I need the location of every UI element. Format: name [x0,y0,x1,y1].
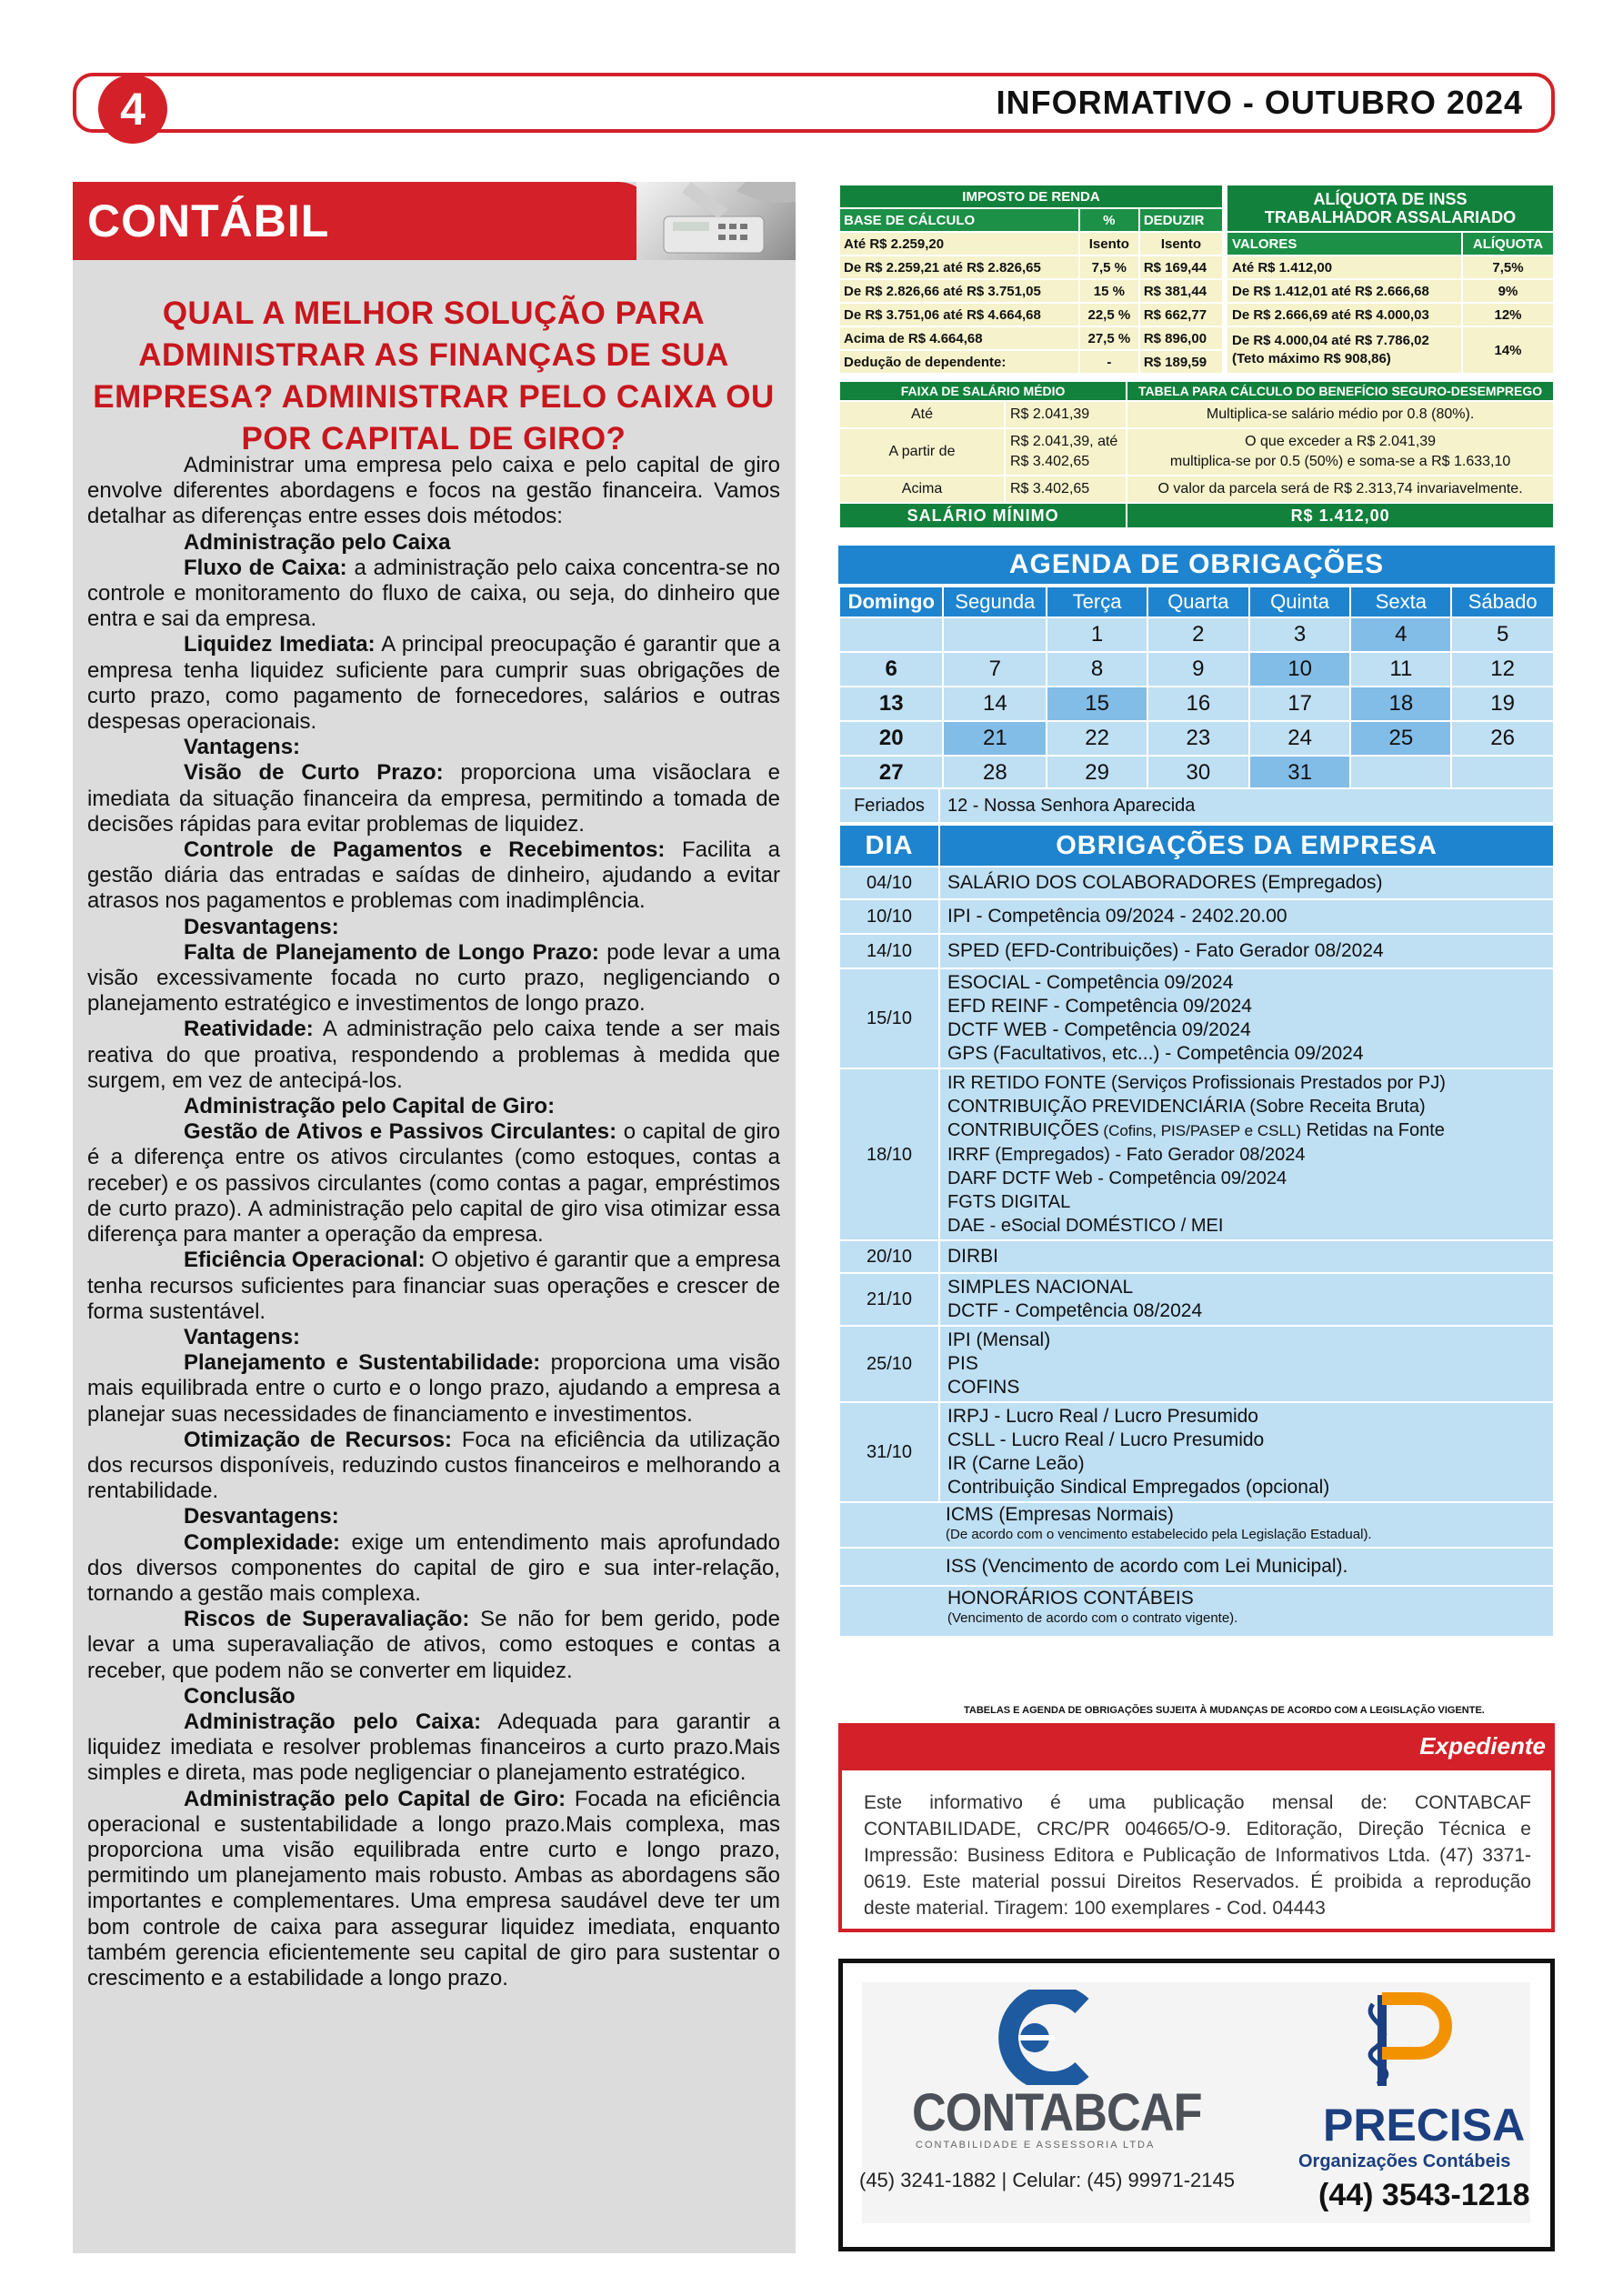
article-intro: Administrar uma empresa pelo caixa e pelo capital de giro envolve diferentes abordagens e focos na gestão financeira. Vamos detalhar as diferenças entre esses dois métodos: [87,453,780,529]
calendar-day: 24 [1249,721,1351,756]
table-row: 31/10 IRPJ - Lucro Real / Lucro Presumido CSLL - Lucro Real / Lucro Presumido IR (Carne Leão) Contribuição Sindical Empregados (opcional) [839,1402,1554,1502]
section-title: CONTÁBIL [87,196,330,246]
precisa-phone: (44) 3543-1218 [1318,2178,1530,2212]
column-header: DEDUZIR [1139,208,1223,232]
paragraph: Complexidade: exige um entendimento mais aprofundado dos diversos componentes do capital de giro e sua inter-relação, tornando a gestão mais complexa. [87,1529,780,1606]
weekday-header: Segunda [943,587,1047,617]
inss-table [1226,184,1555,375]
calendar-day: 6 [839,652,943,687]
term: Complexidade: [184,1529,341,1555]
table-row: 18/10 IR RETIDO FONTE (Serviços Profissionais Prestados por PJ) CONTRIBUIÇÃO PREVIDENCIÁRIA (Sobre Receita Bruta) CONTRIBUIÇÕES (Cofins, PIS/PASEP e CSLL) Retidas na Fonte IRRF (Empregados) - Fato Gerador 08/2024 DARF DCTF Web - Competência 09/2024 FGTS DIGITAL DAE - eSocial DOMÉSTICO / MEI [839,1068,1554,1240]
calendar-week [839,756,1554,790]
holidays-row [838,787,1555,824]
weekday-header: Quarta [1147,587,1249,617]
contabcaf-tagline: CONTABILIDADE E ASSESSORIA LTDA [916,2140,1156,2151]
term: Planejamento e Sustentabilidade: [184,1350,541,1376]
calendar-day: 8 [1047,652,1147,687]
table-row: 25/10 IPI (Mensal) PIS COFINS [839,1326,1554,1402]
calendar-week [839,652,1554,687]
calendar-day: 7 [943,652,1047,687]
table-row: De R$ 3.751,06 até R$ 4.664,68 22,5 % R$ 662,77 [839,303,1223,326]
paragraph: Otimização de Recursos: Foca na eficiência da utilização dos recursos disponíveis, reduzindo custos financeiros e melhorando a rentabilidade. [87,1427,780,1504]
column-header: OBRIGAÇÕES DA EMPRESA [939,825,1554,867]
table-row: Até R$ 1.412,00 7,5% [1227,256,1554,279]
table-row: ISS (Vencimento de acordo com Lei Municipal). [839,1548,1554,1586]
calendar-day: 1 [1047,617,1147,652]
table-row: De R$ 4.000,04 até R$ 7.786,02 (Teto máximo R$ 908,86) 14% [1227,326,1554,374]
table-row: 10/10 IPI - Competência 09/2024 - 2402.20.00 [839,899,1554,934]
contabcaf-phone: (45) 3241-1882 | Celular: (45) 99971-2145 [859,2169,1235,2191]
table-row: De R$ 1.412,01 até R$ 2.666,68 9% [1227,279,1554,303]
weekday-header: Sexta [1350,587,1451,617]
weekday-header: Quinta [1249,587,1351,617]
table-row: Até R$ 2.259,20 Isento Isento [839,232,1223,256]
subheading: Vantagens: [184,1324,301,1349]
table-row: 21/10 SIMPLES NACIONAL DCTF - Competência 08/2024 [839,1273,1554,1326]
calendar-day [839,617,943,652]
calculator-icon [636,182,796,260]
weekday-header: Terça [1047,587,1147,617]
term: Gestão de Ativos e Passivos Circulantes: [184,1119,617,1145]
table-row: HONORÁRIOS CONTÁBEIS (Vencimento de acordo com o contrato vigente). [839,1586,1554,1637]
paragraph: Gestão de Ativos e Passivos Circulantes: o capital de giro é a diferença entre os ativos circulantes (como estoques, contas a receber) e os passivos circulantes (como contas a pagar, empréstimos de curto prazo). A administração pelo capital de giro visa otimizar essa diferença para manter a operação da empresa. [87,1119,781,1248]
table-row: 04/10 SALÁRIO DOS COLABORADORES (Empregados) [839,867,1554,899]
obligations-table [838,824,1555,1638]
contabcaf-logo-text: CONTABCAF [912,2083,1202,2142]
calendar-day: 10 [1249,652,1351,687]
minimum-wage-value: R$ 1.412,00 [1127,503,1554,528]
term: Reatividade: [184,1017,314,1042]
term: Administração pelo Capital de Giro: [184,1786,566,1811]
holidays-label: Feriados [839,788,939,823]
paragraph: Riscos de Superavaliação: Se não for bem gerido, pode levar a uma superavaliação de ativos, como estoques e contas a receber, que podem não se converter em liquidez. [87,1607,781,1683]
column-header: ALÍQUOTA [1462,232,1554,256]
calendar-day: 4 [1350,617,1451,652]
paragraph: Liquidez Imediata: A principal preocupação é garantir que a empresa tenha liquidez suficiente para cumprir suas obrigações de curto prazo, como pagamento de fornecedores, salários e outras despesas operacionais. [87,632,780,735]
subheading: Desvantagens: [184,1504,339,1529]
precisa-tagline: Organizações Contábeis [1298,2151,1511,2171]
calendar-day: 14 [943,687,1047,721]
term: Fluxo de Caixa: [184,555,347,580]
article-body [87,453,780,1991]
paragraph: Administração pelo Caixa: Adequada para garantir a liquidez imediata e resolver problemas financeiros a curto prazo.Mais simples e direta, mas pode negligenciar o planejamento estratégico. [87,1709,781,1786]
term: Liquidez Imediata: [184,632,376,657]
expediente-title: Expediente [1419,1732,1546,1760]
weekday-header: Domingo [839,587,943,617]
agenda-title: AGENDA DE OBRIGAÇÕES [838,546,1555,584]
calendar [838,586,1555,791]
calendar-day: 3 [1249,617,1351,652]
calendar-day: 5 [1451,617,1554,652]
column-header: TABELA PARA CÁLCULO DO BENEFÍCIO SEGURO-DESEMPREGO [1127,381,1554,401]
calendar-day: 29 [1047,756,1147,790]
paragraph: Controle de Pagamentos e Recebimentos: Facilita a gestão diária das entradas e saídas de dinheiro, ajudando a evitar atrasos nos pagamentos e problemas com inadimplência. [87,837,780,914]
calendar-day: 11 [1350,652,1451,687]
article-headline: QUAL A MELHOR SOLUÇÃO PARA ADMINISTRAR AS FINANÇAS DE SUA EMPRESA? ADMINISTRAR PELO CAIXA OU POR CAPITAL DE GIRO? [93,296,775,456]
calendar-day: 25 [1350,721,1451,756]
calculator-photo [636,182,796,260]
calendar-day: 19 [1451,687,1554,721]
table-row: Dedução de dependente: - R$ 189,59 [839,350,1223,374]
contabcaf-logo-icon [982,1990,1100,2085]
precisa-logo-icon [1355,1986,1464,2095]
calendar-day [1350,756,1451,790]
table-row: De R$ 2.826,66 até R$ 3.751,05 15 % R$ 381,44 [839,279,1223,303]
calendar-day [1451,756,1554,790]
table-row: A partir de R$ 2.041,39, até R$ 3.402,65 O que exceder a R$ 2.041,39 multiplica-se por 0.5 (50%) e soma-se a R$ 1.633,10 [839,428,1554,476]
subheading: Vantagens: [184,735,301,760]
term: Otimização de Recursos: [184,1427,453,1452]
table-row: Acima R$ 3.402,65 O valor da parcela será de R$ 2.313,74 invariavelmente. [839,476,1554,503]
paragraph: Falta de Planejamento de Longo Prazo: pode levar a uma visão excessivamente focada no curto prazo, negligenciando o planejamento estratégico e investimentos de longo prazo. [87,939,780,1017]
term: Visão de Curto Prazo: [184,760,444,786]
expediente-text: Este informativo é uma publicação mensal de: CONTABCAF CONTABILIDADE, CRC/PR 004665/O-9. Editoração, Direção Técnica e Impressão: Business Editora e Publicação de Informativos Ltda. (47) 3371-0619. Este material possui Direitos Reservados. É proibida a reprodução deste material. Tiragem: 100 exemplares - Cod. 04443 [864,1792,1531,1919]
term: Controle de Pagamentos e Recebimentos: [184,837,666,863]
weekday-header: Sábado [1451,587,1554,617]
calendar-day: 18 [1350,687,1451,721]
calendar-day: 21 [943,721,1047,756]
calendar-day: 22 [1047,721,1147,756]
subheading: Desvantagens: [184,914,339,939]
paragraph: Visão de Curto Prazo: proporciona uma visãoclara e imediata da situação financeira da empresa, permitindo a tomada de decisões rápidas para evitar problemas de liquidez. [87,760,780,837]
calendar-day: 30 [1147,756,1249,790]
subheading-giro: Administração pelo Capital de Giro: [184,1094,556,1119]
paragraph: Administração pelo Capital de Giro: Focada na eficiência operacional e sustentabilidade a longo prazo.Mais complexa, mas proporciona uma visão equilibrada entre curto e longo prazo, permitindo um planejamento mais robusto. Ambas as abordagens são importantes e complementares. Uma empresa saudável deve ter um bom controle de caixa para assegurar liquidez imediata, enquanto também gerencia eficientemente seu capital de giro para sustentar o crescimento e a estabilidade a longo prazo. [87,1786,780,1990]
calendar-day: 17 [1249,687,1351,721]
column-header: % [1079,208,1139,232]
calendar-week [839,617,1554,652]
paragraph: Planejamento e Sustentabilidade: proporciona uma visão mais equilibrada entre o curto e o longo prazo, ajudando a empresa a planejar suas necessidades de financiamento e investimentos. [87,1350,780,1427]
calendar-day: 28 [943,756,1047,790]
table-title: ALÍQUOTA DE INSS TRABALHADOR ASSALARIADO [1227,185,1554,232]
page-number: 4 [98,75,167,144]
column-header: VALORES [1227,232,1462,256]
calendar-day: 2 [1147,617,1249,652]
minimum-wage-label: SALÁRIO MÍNIMO [839,503,1127,528]
table-row: De R$ 2.259,21 até R$ 2.826,65 7,5 % R$ 169,44 [839,256,1223,279]
table-row: Até R$ 2.041,39 Multiplica-se salário médio por 0.8 (80%). [839,401,1554,428]
disclaimer: TABELAS E AGENDA DE OBRIGAÇÕES SUJEITA À MUDANÇAS DE ACORDO COM A LEGISLAÇÃO VIGENTE. [964,1705,1485,1716]
table-title: IMPOSTO DE RENDA [839,185,1223,208]
calendar-week [839,687,1554,721]
calendar-day: 16 [1147,687,1249,721]
subheading-conclusao: Conclusão [184,1683,296,1709]
calendar-day: 13 [839,687,943,721]
column-header: BASE DE CÁLCULO [839,208,1079,232]
table-row: 14/10 SPED (EFD-Contribuições) - Fato Gerador 08/2024 [839,934,1554,968]
unemployment-insurance-table [838,380,1555,529]
income-tax-table [838,184,1224,375]
calendar-day: 12 [1451,652,1554,687]
calendar-week [839,721,1554,756]
term: Riscos de Superavaliação: [184,1607,470,1632]
calendar-day: 9 [1147,652,1249,687]
holidays-text: 12 - Nossa Senhora Aparecida [939,788,1554,823]
table-row: 20/10 DIRBI [839,1240,1554,1273]
table-row: De R$ 2.666,69 até R$ 4.000,03 12% [1227,303,1554,326]
term: Administração pelo Caixa: [184,1709,482,1734]
paragraph: Fluxo de Caixa: a administração pelo caixa concentra-se no controle e monitoramento do fluxo de caixa, ou seja, do dinheiro que entra e sai da empresa. [87,555,781,632]
paragraph: Eficiência Operacional: O objetivo é garantir que a empresa tenha recursos suficientes para financiar suas operações e crescer de forma sustentável. [87,1248,780,1324]
column-header: DIA [839,825,939,867]
term: Eficiência Operacional: [184,1248,426,1273]
calendar-day: 20 [839,721,943,756]
paragraph: Reatividade: A administração pelo caixa tende a ser mais reativa do que proativa, respondendo a problemas à medida que surgem, em vez de antecipá-los. [87,1017,780,1093]
table-row: ICMS (Empresas Normais) (De acordo com o vencimento estabelecido pela Legislação Estadual). [839,1502,1554,1548]
subheading-caixa: Administração pelo Caixa [184,529,451,555]
calendar-day: 23 [1147,721,1249,756]
table-row: 15/10 ESOCIAL - Competência 09/2024 EFD REINF - Competência 09/2024 DCTF WEB - Competência 09/2024 GPS (Facultativos, etc...) - Competência 09/2024 [839,968,1554,1068]
column-header: FAIXA DE SALÁRIO MÉDIO [839,381,1127,401]
calendar-day [943,617,1047,652]
calendar-day: 15 [1047,687,1147,721]
table-row: Acima de R$ 4.664,68 27,5 % R$ 896,00 [839,326,1223,350]
term: Falta de Planejamento de Longo Prazo: [184,939,599,965]
precisa-logo-text: PRECISA [1323,2100,1526,2151]
calendar-day: 27 [839,756,943,790]
calendar-day: 26 [1451,721,1554,756]
newsletter-title: INFORMATIVO - OUTUBRO 2024 [996,84,1523,121]
calendar-day: 31 [1249,756,1351,790]
